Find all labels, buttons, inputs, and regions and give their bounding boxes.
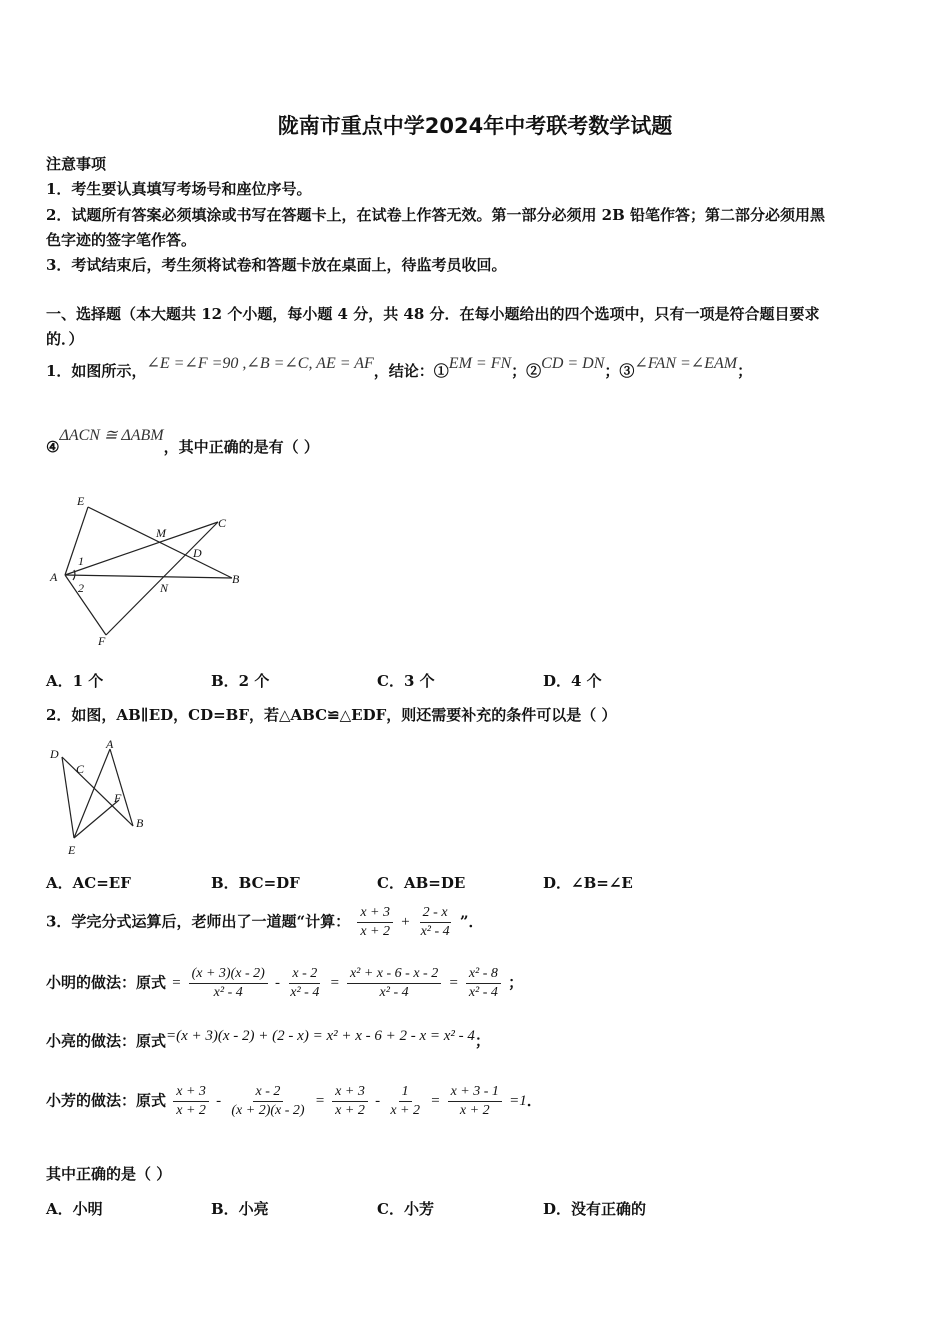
fraction: $\frac{\text{x² - 8}}{\text{x² - 4}}$ xyxy=(466,965,501,1002)
question-3-prompt: 其中正确的是（ ） xyxy=(46,1165,172,1183)
label-b: B xyxy=(136,816,144,830)
segment-ef xyxy=(74,800,119,838)
q3-option-a: A．小明 xyxy=(46,1200,103,1218)
notice-item: 2．试题所有答案必须填涂或书写在答题卡上，在试卷上作答无效。第一部分必须用 2B 铅笔作答；第二部分必须用黑 xyxy=(46,206,826,224)
segment-af xyxy=(65,575,106,635)
xiaoliang-method: 小亮的做法：原式=(x + 3)(x - 2) + (2 - x) = x² + x - 6 + 2 - x = x² - 4； xyxy=(46,1027,490,1050)
q3-option-b: B．小亮 xyxy=(211,1200,269,1218)
fraction: $\frac{1}{x + 2}$ xyxy=(390,1084,420,1118)
label-2: 2 xyxy=(78,581,84,595)
label-n: N xyxy=(160,581,169,595)
q3-option-d: D．没有正确的 xyxy=(543,1200,647,1218)
label-a: A xyxy=(50,570,58,584)
notice-heading: 注意事项 xyxy=(46,155,107,173)
question-2-figure xyxy=(44,732,164,860)
section-heading: 一、选择题（本大题共 12 个小题，每小题 4 分，共 48 分．在每小题给出的四个选项中，只有一项是符合题目要求 xyxy=(46,305,820,323)
notice-item: 1．考生要认真填写考场号和座位序号。 xyxy=(46,180,312,198)
xiaoming-method: 小明的做法：原式 = $\frac{(x + 3)(x - 2)}{\text{x² - 4}}$ - $\frac{x - 2}{\text{x² - 4}}$ = $\frac{\text{x² + x - 6 - x - 2}}{\text{x² - 4}}$ = $\frac{\text{x² - 8}}{\text{x² - 4}}$ ； xyxy=(46,966,524,1000)
fraction: $\frac{2 - x}{\text{x² - 4}}$ xyxy=(420,905,450,939)
label-f: F xyxy=(114,791,122,805)
xiaofang-method: 小芳的做法：原式 $\frac{x + 3}{x + 2}$ - $\frac{x - 2}{(x + 2)(x - 2)}$ = $\frac{x + 3}{x + 2}$ - $\frac{1}{x + 2}$ = $\frac{x + 3 - 1}{x + 2}$ =1． xyxy=(46,1084,542,1118)
fraction: $\frac{x + 3 - 1}{x + 2}$ xyxy=(448,1083,502,1120)
fraction: $\frac{x + 3}{x + 2}$ xyxy=(173,1083,209,1120)
label-d: D xyxy=(50,747,59,761)
question-1-figure xyxy=(40,485,260,650)
label-c: C xyxy=(76,762,85,776)
label-d: D xyxy=(193,546,202,560)
fraction: $\frac{x - 2}{\text{x² - 4}}$ xyxy=(290,966,320,1000)
fraction: $\frac{(x + 3)(x - 2)}{\text{x² - 4}}$ xyxy=(189,965,268,1002)
label-c: C xyxy=(218,516,227,530)
label-f: F xyxy=(98,634,106,648)
q1-option-a: A．1 个 xyxy=(46,672,104,690)
label-e: E xyxy=(77,494,85,508)
q2-option-b: B．BC=DF xyxy=(211,874,300,892)
notice-item: 3．考试结束后，考生须将试卷和答题卡放在桌面上，待监考员收回。 xyxy=(46,256,507,274)
page-title: 陇南市重点中学2024年中考联考数学试题 xyxy=(277,114,673,138)
question-3-intro: 3．学完分式运算后，老师出了一道题“计算： $\frac{x + 3}{x + 2}$ + $\frac{2 - x}{\text{x² - 4}}$ ”． xyxy=(46,905,484,939)
question-2-text: 2．如图，AB∥ED，CD=BF，若△ABC≌△EDF，则还需要补充的条件可以是（ ） xyxy=(46,706,617,724)
fraction: $\frac{\text{x² + x - 6 - x - 2}}{\text{x² - 4}}$ xyxy=(347,965,441,1002)
q2-option-a: A．AC=EF xyxy=(46,874,131,892)
label-a: A xyxy=(106,737,114,751)
fraction: $\frac{x + 3}{x + 2}$ xyxy=(357,904,393,941)
segment-ab xyxy=(65,575,232,578)
segment-de xyxy=(62,757,74,838)
question-1-line2: ④ΔACN ≅ ΔABM，其中正确的是有（ ） xyxy=(46,427,319,456)
q1-option-c: C．3 个 xyxy=(377,672,435,690)
section-heading-cont: 的．） xyxy=(46,330,84,348)
label-m: M xyxy=(156,526,166,540)
q2-option-d: D．∠B=∠E xyxy=(543,874,633,892)
segment-ae xyxy=(65,507,88,575)
q1-option-d: D．4 个 xyxy=(543,672,602,690)
q2-option-c: C．AB=DE xyxy=(377,874,466,892)
notice-item: 色字迹的签字笔作答。 xyxy=(46,231,197,249)
fraction: $\frac{x + 3}{x + 2}$ xyxy=(332,1083,368,1120)
question-1-line1: 1．如图所示，∠E =∠F =90 ,∠B =∠C, AE = AF，结论：①EM = FN；②CD = DN；③∠FAN =∠EAM； xyxy=(46,355,753,380)
label-b: B xyxy=(232,572,240,586)
q1-option-b: B．2 个 xyxy=(211,672,270,690)
fraction: $\frac{x - 2}{(x + 2)(x - 2)}$ xyxy=(231,1084,305,1118)
q3-option-c: C．小芳 xyxy=(377,1200,434,1218)
label-1: 1 xyxy=(78,554,84,568)
label-e: E xyxy=(68,843,76,857)
